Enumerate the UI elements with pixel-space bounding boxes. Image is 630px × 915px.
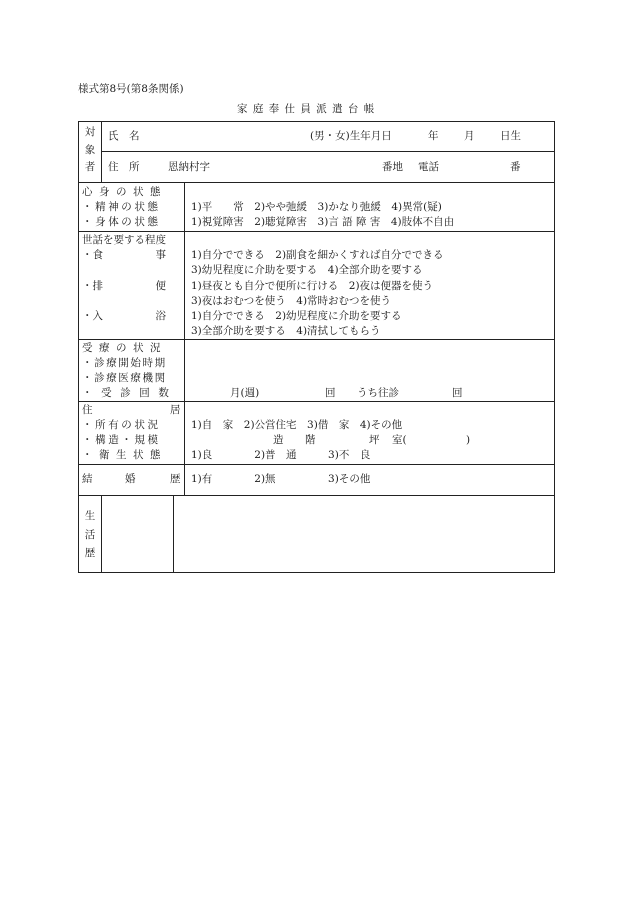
gender-dob-label: (男・女)生年月日 <box>310 130 392 142</box>
eating-options-line1: 1)自分でできる 2)副食を細かくすれば自分でできる <box>191 249 444 261</box>
excretion-options-line1: 1)昼夜とも自分で便所に行ける 2)夜は便器を使う <box>191 280 434 292</box>
structure-label: ・構造・規模 <box>82 434 161 446</box>
banchi-label: 番地 <box>382 161 403 173</box>
marriage-options: 1)有 2)無 3)その他 <box>191 473 371 485</box>
year-label: 年 <box>428 130 439 142</box>
ownership-options: 1)自 家 2)公営住宅 3)借 家 4)その他 <box>191 419 403 431</box>
physical-state-label: ・身体の状態 <box>82 216 161 228</box>
subject-label: 対 象 者 <box>84 126 96 173</box>
physical-state-options: 1)視覚障害 2)聴覚障害 3)言 語 障 害 4)肢体不自由 <box>191 216 455 228</box>
times-label-2: 回 <box>452 387 463 399</box>
care-level-heading: 世話を要する程度 <box>82 234 166 246</box>
residence-heading-start: 住 <box>82 404 93 416</box>
life-history-date-column[interactable] <box>102 496 172 572</box>
times-label: 回 <box>325 387 336 399</box>
address-label: 住 所 <box>108 161 140 173</box>
eating-label: ・食 事 <box>82 249 166 261</box>
treatment-start-label: ・診療開始時期 <box>82 357 167 369</box>
close-paren: ) <box>466 434 471 446</box>
residence-heading-end: 居 <box>170 404 181 416</box>
form-number: 様式第8号(第8条関係) <box>78 83 184 95</box>
hygiene-options: 1)良 2)普 通 3)不 良 <box>191 449 371 461</box>
marriage-label-end: 歴 <box>170 473 181 485</box>
tsubo-label: 坪 <box>369 434 380 446</box>
medical-heading: 受療の状況 <box>82 342 167 354</box>
room-label: 室( <box>392 434 407 446</box>
hygiene-label: ・衛生状態 <box>82 449 167 461</box>
home-visits-label: うち往診 <box>357 387 399 399</box>
mental-state-options: 1)平 常 2)やや弛緩 3)かなり弛緩 4)異常(疑) <box>191 201 442 213</box>
day-born-label: 日生 <box>500 130 521 142</box>
month-label: 月 <box>464 130 475 142</box>
medical-institution-label: ・診療医療機関 <box>82 372 167 384</box>
month-week-label: 月(週) <box>230 387 260 399</box>
phone-label: 電話 <box>418 161 439 173</box>
bathing-options-line2: 3)全部介助を要する 4)清拭してもらう <box>191 325 381 337</box>
visit-count-label: ・受診回数 <box>82 387 178 399</box>
mind-body-heading: 心身の状態 <box>82 186 167 198</box>
marriage-label-start: 結 <box>82 473 93 485</box>
form-title: 家 庭 奉 仕 員 派 遣 台 帳 <box>237 103 376 115</box>
name-label: 氏 名 <box>108 130 140 142</box>
bathing-options-line1: 1)自分でできる 2)幼児程度に介助を要する <box>191 310 402 322</box>
ban-label: 番 <box>510 161 521 173</box>
excretion-options-line2: 3)夜はおむつを使う 4)常時おむつを使う <box>191 295 392 307</box>
mental-state-label: ・精神の状態 <box>82 201 161 213</box>
bathing-label: ・入 浴 <box>82 310 166 322</box>
eating-options-line2: 3)幼児程度に介助を要する 4)全部介助を要する <box>191 264 423 276</box>
life-history-label: 生 活 歴 <box>84 510 96 559</box>
ownership-label: ・所有の状況 <box>82 419 161 431</box>
zou-label: 造 <box>273 434 284 446</box>
excretion-label: ・排 便 <box>82 280 166 292</box>
marriage-label-mid: 婚 <box>125 473 136 485</box>
address-value: 恩納村字 <box>168 161 210 173</box>
kai-label: 階 <box>305 434 316 446</box>
life-history-content-area[interactable] <box>174 496 554 572</box>
